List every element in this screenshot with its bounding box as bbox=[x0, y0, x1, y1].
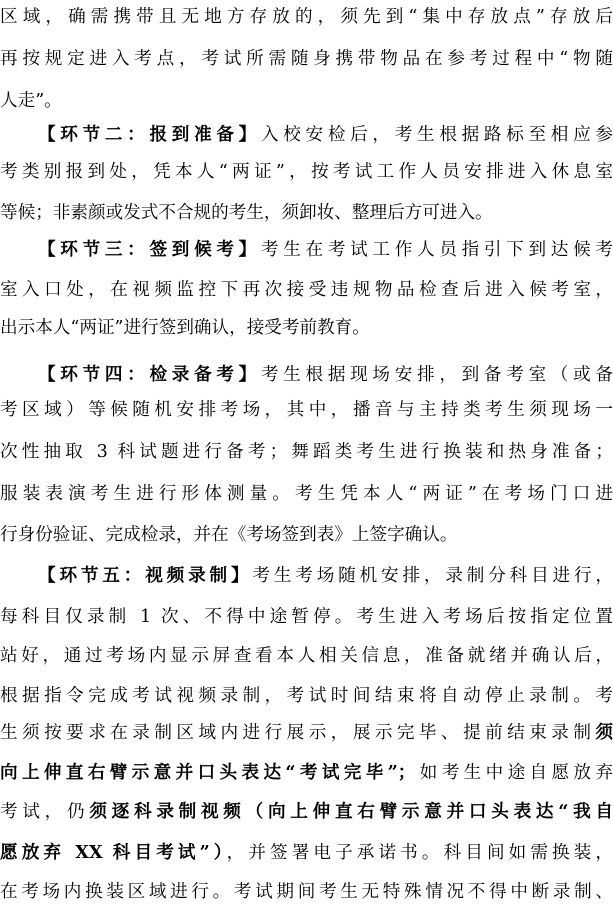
text-line bbox=[0, 758, 613, 788]
text-span: 如考生中途自愿放弃 bbox=[415, 763, 613, 783]
text-line: 区域，确需携带且无地方存放的，须先到“集中存放点”存放后 bbox=[0, 7, 613, 27]
text-span: 入校安检后，考生根据路标至相应参 bbox=[260, 125, 613, 145]
emphasis-text: 须逐科录制视频（向上伸直右臂示意并口头表达“我自 bbox=[89, 801, 613, 822]
text-span: 生须按要求在录制区域内进行展示，展示完毕、提前结束录制 bbox=[0, 723, 596, 743]
text-line: 考类别报到处，凭本人“两证”，按考试工作人员安排进入休息室 bbox=[0, 162, 613, 182]
text-line: 人走”。 bbox=[0, 91, 62, 111]
text-span: ，并签署电子承诺书。科目间如需换装， bbox=[226, 843, 613, 863]
text-line: 行身份验证、完成检录，并在《考场签到表》上签字确认。 bbox=[0, 525, 458, 545]
text-line: 在考场内换装区域进行。考试期间考生无特殊情况不得中断录制、 bbox=[0, 882, 613, 902]
text-line: 站好，通过考场内显示屏查看本人相关信息，准备就绪并确认后， bbox=[0, 646, 613, 666]
text-span: 考试，仍 bbox=[0, 802, 90, 822]
emphasis-text: 须 bbox=[595, 722, 613, 743]
paragraph-first-line bbox=[38, 120, 613, 150]
text-line: 室入口处，在视频监控下再次接受违规物品检查后进入候考室， bbox=[0, 280, 613, 300]
text-line: 次性抽取 3 科试题进行备考；舞蹈类考生进行换装和热身准备； bbox=[0, 442, 613, 462]
text-line bbox=[0, 718, 613, 748]
text-line: 考区域）等候随机安排考场，其中，播音与主持类考生须现场一 bbox=[0, 400, 613, 420]
text-line: 出示本人“两证”进行签到确认，接受考前教育。 bbox=[0, 318, 370, 338]
section-heading: 【环节二：报到准备】 bbox=[38, 125, 261, 145]
text-span: 考生考场随机安排，录制分科目进行， bbox=[252, 566, 613, 586]
section-heading: 【环节三：签到候考】 bbox=[38, 240, 261, 260]
paragraph-first-line bbox=[38, 561, 613, 591]
text-line: 根据指令完成考试视频录制，考试时间结束将自动停止录制。考 bbox=[0, 686, 613, 706]
text-line: 等候；非素颜或发式不合规的考生，须卸妆、整理后方可进入。 bbox=[0, 203, 493, 223]
text-line: 每科目仅录制 1 次、不得中途暂停。考生进入考场后按指定位置 bbox=[0, 607, 613, 627]
text-line bbox=[0, 797, 613, 827]
emphasis-text: 愿放弃 XX 科目考试”） bbox=[0, 842, 227, 863]
text-line: 再按规定进入考点，考试所需随身携带物品在参考过程中“物随 bbox=[0, 49, 613, 69]
text-span: 考生在考试工作人员指引下到达候考 bbox=[260, 240, 613, 260]
section-heading: 【环节五：视频录制】 bbox=[38, 566, 253, 586]
text-line bbox=[0, 838, 613, 868]
paragraph-first-line bbox=[38, 235, 613, 265]
section-heading: 【环节四：检录备考】 bbox=[38, 365, 261, 385]
paragraph-first-line bbox=[38, 360, 613, 390]
text-span: 考生根据现场安排，到备考室（或备 bbox=[260, 365, 613, 385]
text-line: 服装表演考生进行形体测量。考生凭本人“两证”在考场门口进 bbox=[0, 484, 613, 504]
emphasis-text: 向上伸直右臂示意并口头表达“考试完毕”； bbox=[0, 762, 416, 783]
